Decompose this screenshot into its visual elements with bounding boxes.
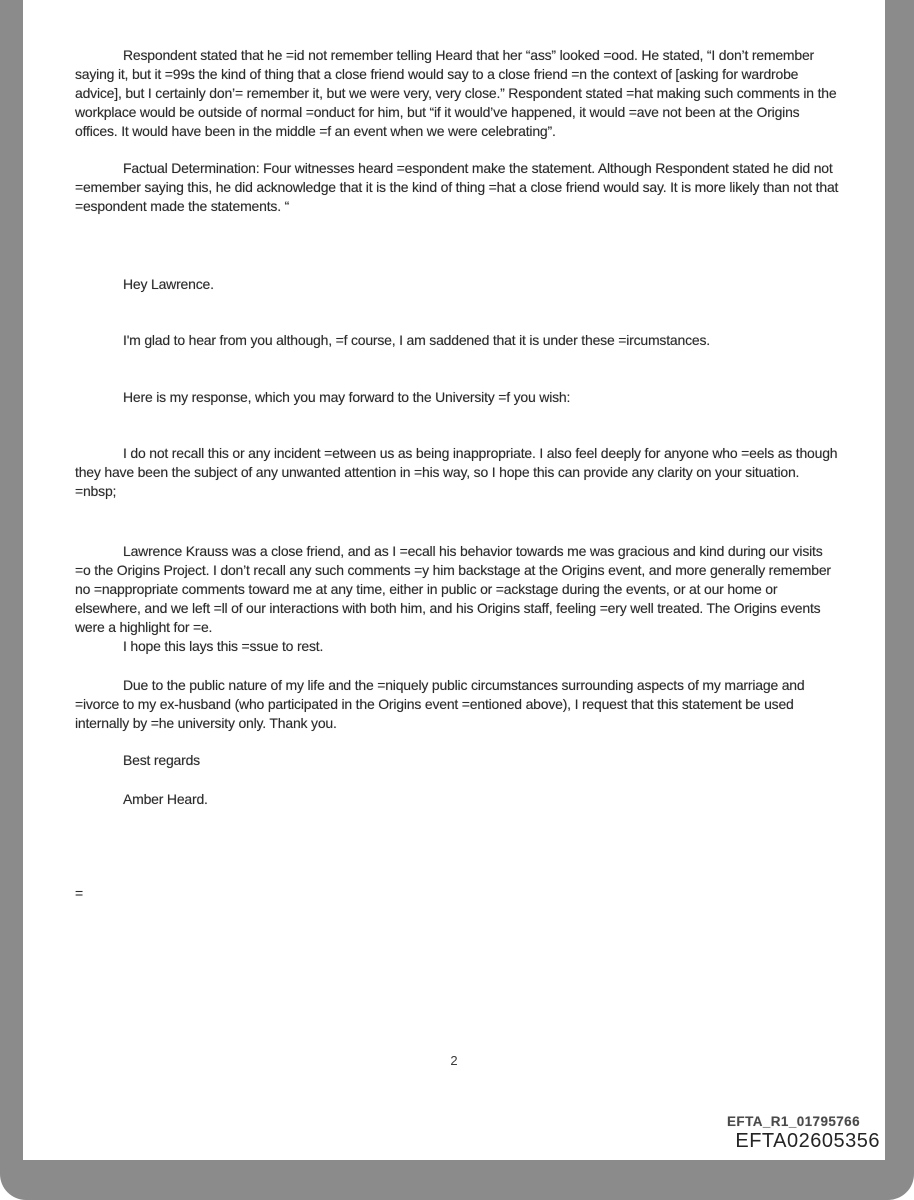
paragraph-respondent-statement: Respondent stated that he =id not remember telling Heard that her “ass” looked =ood. He stated, “I don’t remember saying it, but it =99s the kind of thing that a close friend would say to a close friend =n the context of [asking for wardrobe advice], but I certainly don’= remember it, but we were very, very close.” Respondent stated =hat making such comments in the workplace would be outside of normal =onduct for him, but “if it would’ve happened, it would =ave not been at the Origins offices. It would have been in the middle =f an event when we were celebrating”. (75, 47, 837, 139)
paragraph-greeting: Hey Lawrence. (123, 276, 214, 292)
page-number: 2 (450, 1053, 458, 1068)
bates-number-small: EFTA_R1_01795766 (727, 1114, 860, 1129)
paragraph-stray-equals-artifact: = (75, 885, 83, 901)
paragraph-glad-to-hear: I'm glad to hear from you although, =f course, I am saddened that it is under these =ircumstances. (123, 332, 710, 348)
paragraph-signature-amber-heard: Amber Heard. (123, 791, 208, 807)
paragraph-response-intro: Here is my response, which you may forward to the University =f you wish: (123, 389, 571, 405)
paragraph-krauss-close-friend: Lawrence Krauss was a close friend, and as I =ecall his behavior towards me was gracious and kind during our visits =o the Origins Project. I don’t recall any such comments =y him backstage at the Origins event, and more generally remember no =nappropriate comments toward me at any time, either in public or =ackstage during the events, or at our home or elsewhere, and we left =ll of our interactions with both him, and his Origins staff, feeling =ery well treated. The Origins events were a highlight for =e. (75, 543, 831, 635)
paragraph-lays-issue-to-rest: I hope this lays this =ssue to rest. (123, 638, 324, 654)
paragraph-best-regards: Best regards (123, 752, 200, 768)
bates-number-block (727, 1114, 880, 1153)
bates-number-large: EFTA02605356 (735, 1130, 880, 1152)
paragraph-factual-determination: Factual Determination: Four witnesses heard =espondent make the statement. Although Respondent stated he did not =emember saying this, he did acknowledge that it is the kind of thing =hat a close friend would say. It is more likely than not that =espondent made the statements. “ (75, 160, 839, 214)
paragraph-do-not-recall: I do not recall this or any incident =etween us as being inappropriate. I also feel deeply for anyone who =eels as though they have been the subject of any unwanted attention in =his way, so I hope this can provide any clarity on your situation. =nbsp; (75, 445, 838, 499)
document-page (23, 0, 885, 1160)
paragraph-public-nature: Due to the public nature of my life and the =niquely public circumstances surrounding aspects of my marriage and =ivorce to my ex-husband (who participated in the Origins event =entioned above), I request that this statement be used internally by =he university only. Thank you. (75, 677, 805, 731)
